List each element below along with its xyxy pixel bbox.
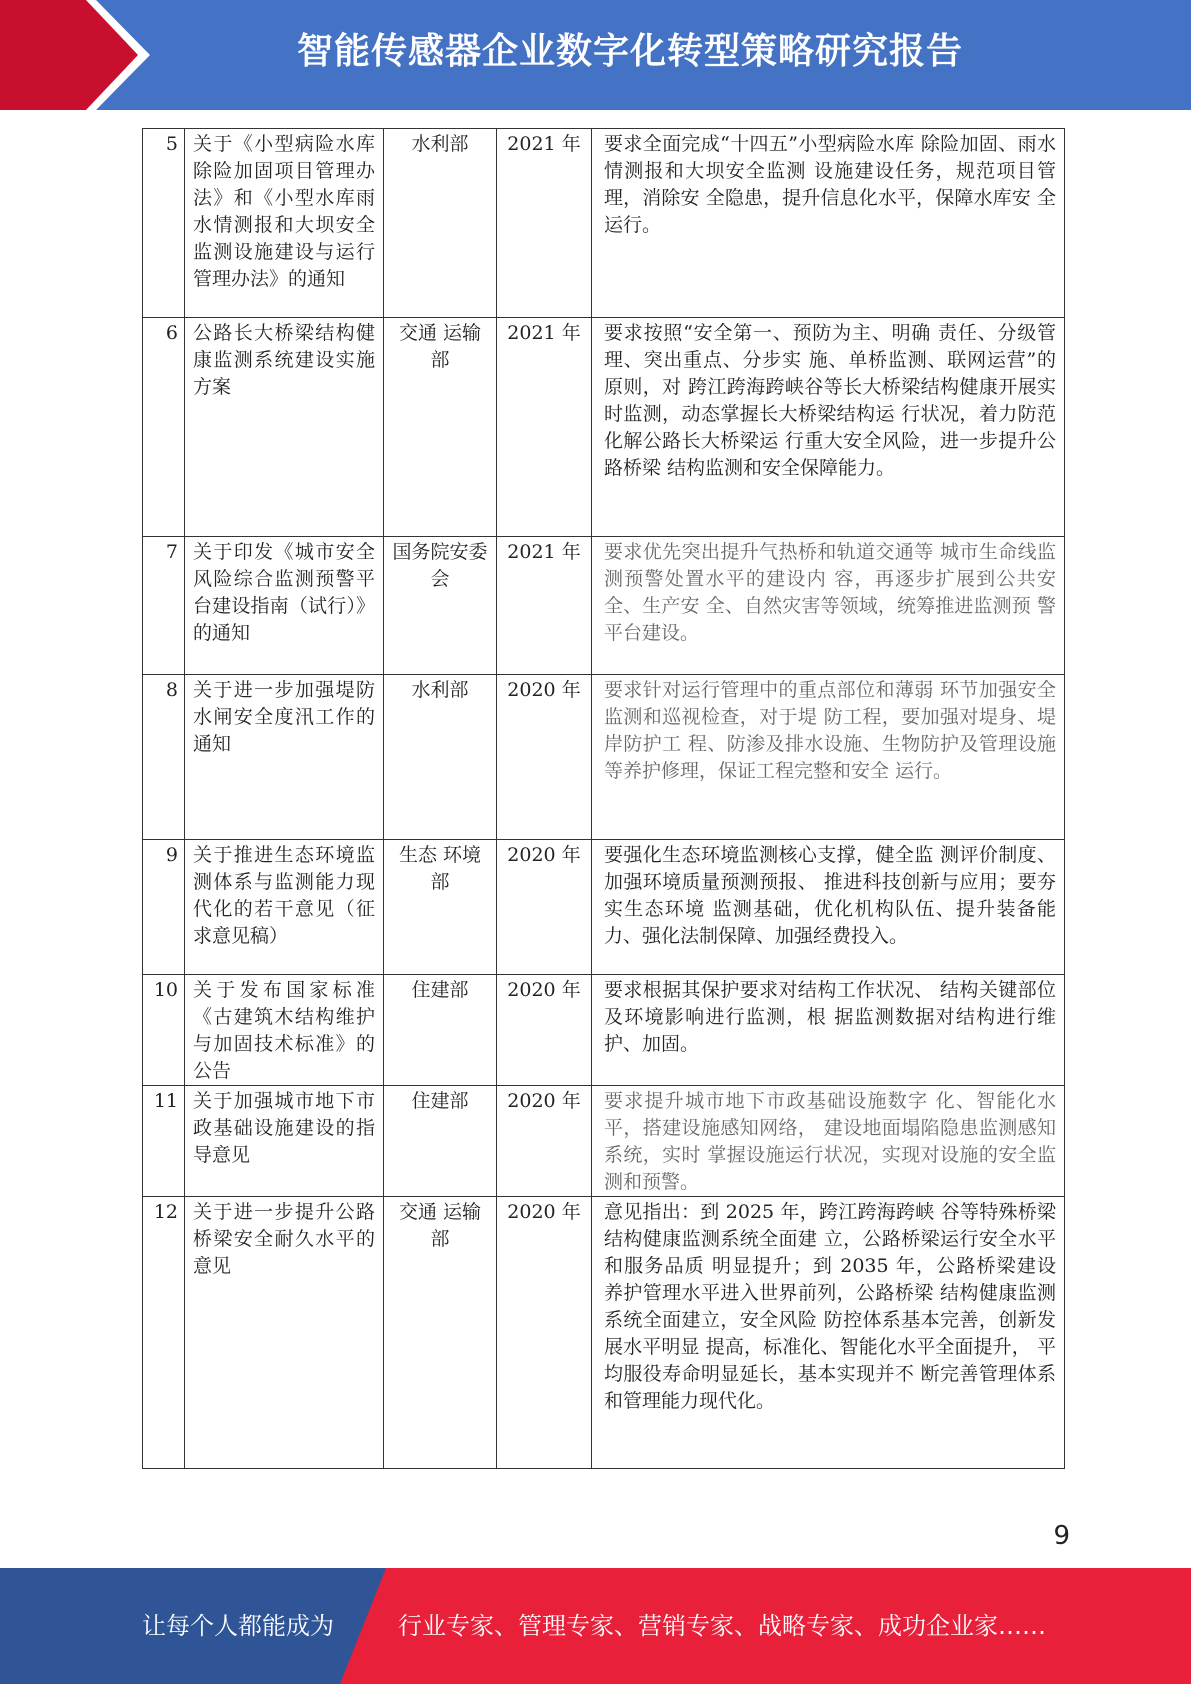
policy-name: 关于印发《城市安全风险综合监测预警平台建设指南（试行）》的通知 [185,537,384,675]
footer-slogan-lead: 让每个人都能成为 [142,1612,334,1640]
table-row [143,537,1065,675]
policy-description: 要求针对运行管理中的重点部位和薄弱 环节加强安全监测和巡视检查，对于堤 防工程，要加强对堤身、堤岸防护工 程、防渗及排水设施、生物防护及管理设施等养护修理，保证工程完整和安全 运行。 [592,675,1065,840]
row-number: 8 [143,675,185,840]
footer-slogan-roles: 行业专家、管理专家、营销专家、战略专家、成功企业家…… [398,1612,1046,1640]
page-title: 智能传感器企业数字化转型策略研究报告 [296,31,963,72]
policy-description: 要强化生态环境监测核心支撑，健全监 测评价制度、加强环境质量预测预报、 推进科技创新与应用；要夯实生态环境 监测基础，优化机构队伍、提升装备能 力、强化法制保障、加强经费投入。 [592,840,1065,975]
table-row [143,1086,1065,1197]
department: 生态 环境部 [384,840,497,975]
policy-name: 关于《小型病险水库除险加固项目管理办法》和《小型水库雨水情测报和大坝安全监测设施建设与运行管理办法》的通知 [185,129,384,318]
year: 2020 年 [497,1086,592,1197]
department: 住建部 [384,1086,497,1197]
year: 2021 年 [497,537,592,675]
year: 2020 年 [497,975,592,1086]
department: 交通 运输部 [384,1197,497,1469]
policy-name: 关于推进生态环境监测体系与监测能力现代化的若干意见（征求意见稿） [185,840,384,975]
row-number: 6 [143,318,185,537]
row-number: 7 [143,537,185,675]
table-row [143,675,1065,840]
header-banner [0,0,1191,110]
policy-name: 关于进一步加强堤防水闸安全度汛工作的通知 [185,675,384,840]
row-number: 5 [143,129,185,318]
page-number: 9 [1053,1521,1070,1551]
policy-description: 意见指出：到 2025 年，跨江跨海跨峡 谷等特殊桥梁结构健康监测系统全面建 立，公路桥梁运行安全水平和服务品质 明显提升；到 2035 年，公路桥梁建设 养护管理水平进入世界前列，公路桥梁 结构健康监测系统全面建立，安全风险 防控体系基本完善，创新发展水平明显 提高，标准化、智能化水平全面提升， 平均服役寿命明显延长，基本实现并不 断完善管理体系和管理能力现代化。 [592,1197,1065,1469]
policy-name: 公路长大桥梁结构健康监测系统建设实施方案 [185,318,384,537]
table-row [143,129,1065,318]
table-row [143,975,1065,1086]
policy-description: 要求按照“安全第一、预防为主、明确 责任、分级管理、突出重点、分步实 施、单桥监测、联网运营”的原则，对 跨江跨海跨峡谷等长大桥梁结构健康开展实时监测，动态掌握长大桥梁结构运 行状况，着力防范化解公路长大桥梁运 行重大安全风险，进一步提升公路桥梁 结构监测和安全保障能力。 [592,318,1065,537]
department: 国务院安委会 [384,537,497,675]
year: 2020 年 [497,675,592,840]
year: 2021 年 [497,129,592,318]
footer-banner [0,1568,1191,1684]
department: 水利部 [384,129,497,318]
department: 水利部 [384,675,497,840]
policy-description: 要求优先突出提升气热桥和轨道交通等 城市生命线监测预警处置水平的建设内 容，再逐步扩展到公共安全、生产安 全、自然灾害等领域，统筹推进监测预 警平台建设。 [592,537,1065,675]
year: 2020 年 [497,1197,592,1469]
header-chevron-icon [0,0,138,110]
row-number: 12 [143,1197,185,1469]
row-number: 10 [143,975,185,1086]
department: 住建部 [384,975,497,1086]
policy-name: 关于发布国家标准《古建筑木结构维护与加固技术标准》的公告 [185,975,384,1086]
year: 2020 年 [497,840,592,975]
policy-table [142,128,1065,1469]
department: 交通 运输部 [384,318,497,537]
row-number: 9 [143,840,185,975]
policy-name: 关于进一步提升公路桥梁安全耐久水平的意见 [185,1197,384,1469]
policy-description: 要求提升城市地下市政基础设施数字 化、智能化水平，搭建设施感知网络， 建设地面塌陷隐患监测感知系统，实时 掌握设施运行状况，实现对设施的安全监测和预警。 [592,1086,1065,1197]
table-row [143,1197,1065,1469]
policy-name: 关于加强城市地下市政基础设施建设的指导意见 [185,1086,384,1197]
policy-description: 要求根据其保护要求对结构工作状况、 结构关键部位及环境影响进行监测，根 据监测数据对结构进行维护、加固。 [592,975,1065,1086]
policy-description: 要求全面完成“十四五”小型病险水库 除险加固、雨水情测报和大坝安全监测 设施建设任务，规范项目管理，消除安 全隐患，提升信息化水平，保障水库安 全运行。 [592,129,1065,318]
table-row [143,318,1065,537]
table-row [143,840,1065,975]
year: 2021 年 [497,318,592,537]
row-number: 11 [143,1086,185,1197]
